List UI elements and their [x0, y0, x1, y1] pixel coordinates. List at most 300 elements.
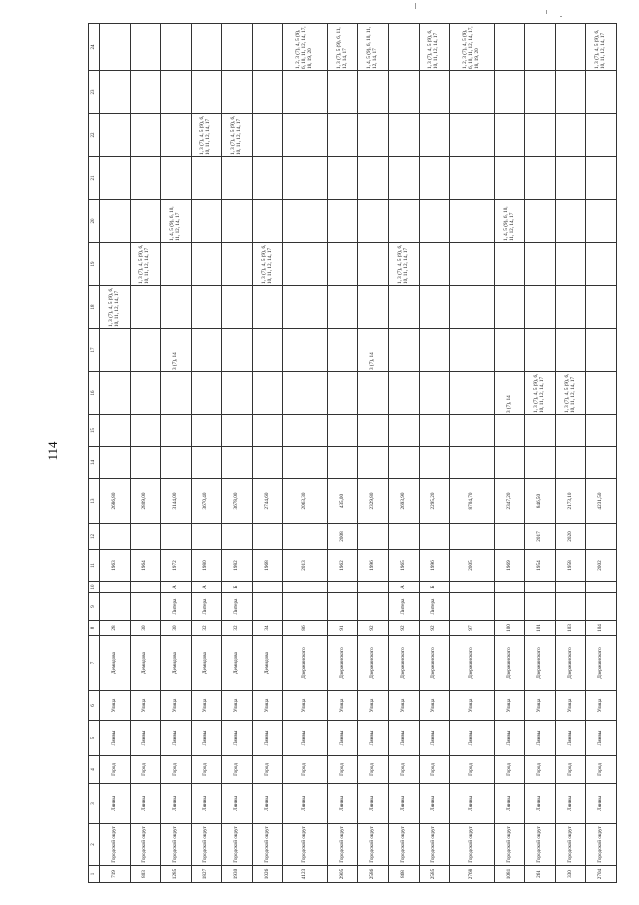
table-row [130, 24, 161, 883]
table-cell [327, 372, 358, 415]
column-header: 18 [89, 286, 100, 329]
table-cell [586, 200, 617, 243]
table-cell [161, 157, 192, 200]
table-cell [252, 286, 283, 329]
table-cell: Лянвы [555, 721, 586, 756]
table-cell [327, 71, 358, 114]
table-cell [419, 447, 450, 479]
table-cell [100, 71, 131, 114]
table-cell: 1, 3 (7), 5 (9), 6, 11, 12, 14, 17 [327, 24, 358, 71]
table-cell: 2686,80 [100, 479, 131, 524]
table-cell: Демидова [191, 636, 222, 691]
table-cell [494, 71, 525, 114]
table-cell: 1958 [555, 550, 586, 582]
table-cell [419, 243, 450, 286]
housing-table [88, 23, 617, 883]
table-cell [450, 286, 495, 329]
column-header: 17 [89, 329, 100, 372]
table-cell [525, 71, 556, 114]
table-cell [419, 415, 450, 447]
table-cell [586, 329, 617, 372]
table-cell [555, 24, 586, 71]
table-cell [586, 415, 617, 447]
table-cell: 1930 [222, 866, 253, 883]
table-cell [327, 329, 358, 372]
table-cell [419, 329, 450, 372]
table-cell [450, 243, 495, 286]
column-header: 2 [89, 824, 100, 866]
table-cell: 1968 [252, 550, 283, 582]
table-cell [450, 593, 495, 621]
table-cell: Лянвы [327, 784, 358, 824]
table-cell [450, 524, 495, 550]
table-cell [525, 24, 556, 71]
table-cell [525, 157, 556, 200]
table-frame [88, 24, 617, 883]
table-cell [191, 71, 222, 114]
table-cell: 32 [191, 621, 222, 636]
table-cell [100, 243, 131, 286]
table-cell [161, 524, 192, 550]
table-cell [252, 329, 283, 372]
table-cell [283, 286, 328, 329]
table-cell [494, 415, 525, 447]
table-cell [419, 114, 450, 157]
table-cell: Лянвы [358, 784, 389, 824]
table-cell: Лянвы [525, 784, 556, 824]
table-cell [389, 286, 420, 329]
table-cell [389, 200, 420, 243]
table-cell [389, 447, 420, 479]
column-header: 21 [89, 157, 100, 200]
table-cell [130, 372, 161, 415]
table-cell: Лянвы [327, 721, 358, 756]
table-cell: 1, 3 (7), 4, 5 (9), 6, 10, 11, 12, 14, 17 [525, 372, 556, 415]
table-cell [419, 524, 450, 550]
table-cell [450, 447, 495, 479]
table-cell: Улица [389, 691, 420, 721]
table-cell: 97 [450, 621, 495, 636]
table-cell [358, 243, 389, 286]
table-cell: 261 [525, 866, 556, 883]
table-cell: Дзержинского [389, 636, 420, 691]
table-cell [191, 372, 222, 415]
table-cell: 1, 3 (7), 4, 5 (9), 6, 10, 11, 12, 14, 17 [222, 114, 253, 157]
table-cell: Город [389, 756, 420, 784]
table-cell: Лянвы [555, 784, 586, 824]
table-cell [161, 243, 192, 286]
table-cell: Город [283, 756, 328, 784]
table-cell: 32 [222, 621, 253, 636]
table-cell: 1827 [191, 866, 222, 883]
table-cell: Улица [494, 691, 525, 721]
table-cell: Литера [389, 593, 420, 621]
table-cell [191, 329, 222, 372]
table-cell [419, 200, 450, 243]
table-cell [161, 415, 192, 447]
table-cell [555, 200, 586, 243]
table-cell [100, 24, 131, 71]
table-cell: 100 [494, 621, 525, 636]
table-cell [222, 286, 253, 329]
table-cell: Лянвы [100, 721, 131, 756]
table-cell [555, 157, 586, 200]
table-cell [494, 524, 525, 550]
table-cell [100, 524, 131, 550]
table-cell: 1, 2, 3 (7), 4, 5 (9), 6, 10, 11, 12, 14, 17, 18, 19, 20 [450, 24, 495, 71]
table-cell [222, 329, 253, 372]
table-cell [555, 447, 586, 479]
table-cell [525, 593, 556, 621]
table-cell [586, 71, 617, 114]
table-row [450, 24, 495, 883]
table-cell [586, 114, 617, 157]
table-cell: 2063,30 [283, 479, 328, 524]
table-cell: 1972 [161, 550, 192, 582]
table-cell: 92 [358, 621, 389, 636]
table-cell: 2693,90 [389, 479, 420, 524]
table-cell [283, 71, 328, 114]
table-cell [283, 524, 328, 550]
table-cell: 30 [161, 621, 192, 636]
table-cell [191, 200, 222, 243]
table-cell: 3678,00 [222, 479, 253, 524]
table-row [358, 24, 389, 883]
table-cell: Городской округ [555, 824, 586, 866]
table-cell: Лянвы [586, 784, 617, 824]
table-cell [358, 593, 389, 621]
table-cell: Городской округ [191, 824, 222, 866]
table-cell [161, 114, 192, 157]
table-cell [283, 114, 328, 157]
table-body [89, 24, 617, 883]
column-header: 20 [89, 200, 100, 243]
table-cell: Город [525, 756, 556, 784]
table-row [555, 24, 586, 883]
table-cell [494, 157, 525, 200]
table-cell: Город [100, 756, 131, 784]
table-cell [494, 114, 525, 157]
table-cell [389, 24, 420, 71]
table-cell [555, 71, 586, 114]
table-cell: Лянвы [525, 721, 556, 756]
table-cell [358, 200, 389, 243]
table-cell: 1962 [327, 550, 358, 582]
table-cell [252, 71, 283, 114]
table-cell [252, 372, 283, 415]
table-cell: Б [222, 582, 253, 593]
table-cell: Городской округ [525, 824, 556, 866]
table-cell: Городской округ [222, 824, 253, 866]
table-cell: 2586 [358, 866, 389, 883]
column-header: 3 [89, 784, 100, 824]
table-cell [191, 447, 222, 479]
table-cell [555, 582, 586, 593]
table-cell [130, 200, 161, 243]
table-cell: Городской округ [130, 824, 161, 866]
table-cell [100, 114, 131, 157]
table-cell: 1996 [358, 550, 389, 582]
table-cell: Дзержинского [358, 636, 389, 691]
table-cell: А [161, 582, 192, 593]
table-cell: Лянвы [419, 721, 450, 756]
table-cell: 1996 [419, 550, 450, 582]
table-cell [494, 447, 525, 479]
table-cell: 1982 [222, 550, 253, 582]
table-cell [586, 157, 617, 200]
table-cell [419, 71, 450, 114]
table-cell: Дзержинского [450, 636, 495, 691]
table-cell [283, 582, 328, 593]
table-cell: 2809,00 [130, 479, 161, 524]
table-cell [327, 447, 358, 479]
table-cell [283, 447, 328, 479]
table-cell [100, 447, 131, 479]
column-header: 23 [89, 71, 100, 114]
table-cell: 1, 4, 5 (9), 6, 10, 11, 12, 14, 17 [358, 24, 389, 71]
table-cell: Лянвы [494, 784, 525, 824]
table-cell [555, 329, 586, 372]
table-cell [450, 415, 495, 447]
table-cell: Литера [222, 593, 253, 621]
column-header: 9 [89, 593, 100, 621]
table-cell [222, 524, 253, 550]
table-cell [100, 200, 131, 243]
table-cell: 101 [525, 621, 556, 636]
table-cell [100, 415, 131, 447]
table-cell [525, 200, 556, 243]
table-cell [252, 114, 283, 157]
table-cell: Лянвы [586, 721, 617, 756]
table-row [100, 24, 131, 883]
table-cell: 92 [389, 621, 420, 636]
table-cell: Улица [100, 691, 131, 721]
table-cell: Город [130, 756, 161, 784]
table-cell: 30 [130, 621, 161, 636]
column-header: 22 [89, 114, 100, 157]
table-cell: Лянвы [130, 784, 161, 824]
table-cell: Городской округ [389, 824, 420, 866]
table-cell [130, 582, 161, 593]
table-row [419, 24, 450, 883]
table-cell [327, 243, 358, 286]
column-header: 1 [89, 866, 100, 883]
table-cell: Дзержинского [525, 636, 556, 691]
table-row [494, 24, 525, 883]
table-cell [283, 329, 328, 372]
column-header: 14 [89, 447, 100, 479]
table-cell [327, 157, 358, 200]
table-cell: Город [252, 756, 283, 784]
table-cell [222, 71, 253, 114]
table-cell: 868 [389, 866, 420, 883]
table-cell: 1969 [494, 550, 525, 582]
table-cell: 1, 3 (7), 4, 5 (9), 6, 10, 11, 12, 14, 17 [252, 243, 283, 286]
table-cell: Город [494, 756, 525, 784]
table-cell: Лянвы [450, 784, 495, 824]
table-cell: Улица [419, 691, 450, 721]
page-number: 114 [45, 441, 60, 461]
table-cell: 1, 3 (7), 4, 5 (9), 6, 10, 11, 12, 14, 17 [100, 286, 131, 329]
table-cell: 1, 2, 3 (7), 4, 5 (9), 6, 10, 11, 12, 14, 17, 18, 19, 20 [283, 24, 328, 71]
table-cell: Лянвы [358, 721, 389, 756]
table-cell: Улица [555, 691, 586, 721]
table-cell [327, 114, 358, 157]
table-cell: Город [586, 756, 617, 784]
table-cell [130, 71, 161, 114]
table-cell [252, 415, 283, 447]
table-cell [586, 447, 617, 479]
table-cell: 1285 [161, 866, 192, 883]
table-cell [389, 372, 420, 415]
table-cell: 2329,80 [358, 479, 389, 524]
table-cell: 1980 [191, 550, 222, 582]
table-cell [389, 524, 420, 550]
table-cell: 3144,00 [161, 479, 192, 524]
table-cell: Лянвы [161, 721, 192, 756]
table-cell [358, 71, 389, 114]
table-cell: 2017 [525, 524, 556, 550]
table-row [586, 24, 617, 883]
scan-speck [546, 10, 547, 14]
table-cell [555, 114, 586, 157]
table-cell [252, 524, 283, 550]
table-cell: Лянвы [494, 721, 525, 756]
table-cell: 91 [327, 621, 358, 636]
table-cell: Городской округ [586, 824, 617, 866]
table-cell [450, 329, 495, 372]
table-row [525, 24, 556, 883]
table-cell: 1, 3 (7), 4, 5 (9), 6, 10, 11, 12, 14, 17 [191, 114, 222, 157]
table-cell [358, 582, 389, 593]
table-cell [252, 24, 283, 71]
table-cell [525, 329, 556, 372]
table-cell: Лянвы [252, 784, 283, 824]
table-cell [100, 329, 131, 372]
table-cell [191, 24, 222, 71]
table-cell: Литера [191, 593, 222, 621]
table-cell: Улица [222, 691, 253, 721]
table-cell [161, 286, 192, 329]
table-cell: 103 [555, 621, 586, 636]
table-cell [389, 415, 420, 447]
table-cell [389, 329, 420, 372]
table-cell: 4231,50 [586, 479, 617, 524]
table-cell [161, 447, 192, 479]
table-cell: 1, 3 (7), 4, 5 (9), 6, 10, 11, 12, 14, 17 [586, 24, 617, 71]
table-cell: Лянвы [161, 784, 192, 824]
table-cell [327, 582, 358, 593]
column-header: 16 [89, 372, 100, 415]
table-cell [252, 157, 283, 200]
table-cell [494, 243, 525, 286]
table-cell [252, 200, 283, 243]
table-cell: 2020 [555, 524, 586, 550]
table-cell: Улица [327, 691, 358, 721]
table-cell: А [191, 582, 222, 593]
table-cell [450, 582, 495, 593]
column-header: 13 [89, 479, 100, 524]
table-cell [494, 24, 525, 71]
table-cell [222, 447, 253, 479]
table-cell: Лянвы [283, 721, 328, 756]
rotated-table-container [88, 24, 617, 883]
table-cell [419, 157, 450, 200]
table-cell [191, 286, 222, 329]
table-cell [450, 71, 495, 114]
table-cell: Улица [358, 691, 389, 721]
table-cell: 1081 [494, 866, 525, 883]
table-cell: 3 (7), 14 [161, 329, 192, 372]
table-cell [389, 114, 420, 157]
table-cell: 4123 [283, 866, 328, 883]
table-cell: Город [358, 756, 389, 784]
table-cell: 803 [130, 866, 161, 883]
table-cell [358, 415, 389, 447]
table-cell: 2744,60 [252, 479, 283, 524]
table-cell: Лянвы [222, 721, 253, 756]
column-header: 6 [89, 691, 100, 721]
table-cell [494, 329, 525, 372]
table-cell: 2013 [283, 550, 328, 582]
table-cell [327, 286, 358, 329]
table-cell [130, 114, 161, 157]
table-cell [252, 582, 283, 593]
table-cell [161, 372, 192, 415]
table-cell: Дзержинского [283, 636, 328, 691]
table-cell [525, 286, 556, 329]
table-cell [450, 114, 495, 157]
table-cell: 2173,10 [555, 479, 586, 524]
column-header: 10 [89, 582, 100, 593]
table-cell [358, 372, 389, 415]
table-cell [130, 157, 161, 200]
table-cell: Город [450, 756, 495, 784]
table-cell: Лянвы [389, 784, 420, 824]
table-cell: Город [222, 756, 253, 784]
column-header: 7 [89, 636, 100, 691]
table-cell: Городской округ [419, 824, 450, 866]
scan-speck [560, 16, 562, 17]
table-cell: Лянвы [191, 721, 222, 756]
table-cell: 1965 [389, 550, 420, 582]
table-cell: Демидова [100, 636, 131, 691]
table-cell: Демидова [161, 636, 192, 691]
table-cell: Улица [161, 691, 192, 721]
table-cell [161, 24, 192, 71]
table-cell [191, 243, 222, 286]
table-cell: Дзержинского [586, 636, 617, 691]
scan-speck [415, 3, 416, 9]
table-cell: Городской округ [327, 824, 358, 866]
table-cell: 8704,70 [450, 479, 495, 524]
table-cell: Лянвы [100, 784, 131, 824]
table-cell [419, 372, 450, 415]
table-cell [525, 243, 556, 286]
table-cell: Демидова [252, 636, 283, 691]
table-cell [130, 415, 161, 447]
table-cell: Городской округ [283, 824, 328, 866]
table-cell: Демидова [222, 636, 253, 691]
table-cell: Лянвы [389, 721, 420, 756]
table-cell [586, 243, 617, 286]
column-header: 19 [89, 243, 100, 286]
table-cell: 2585 [419, 866, 450, 883]
table-cell: 719 [100, 866, 131, 883]
table-cell [222, 24, 253, 71]
table-cell [358, 447, 389, 479]
table-cell: 2347,20 [494, 479, 525, 524]
